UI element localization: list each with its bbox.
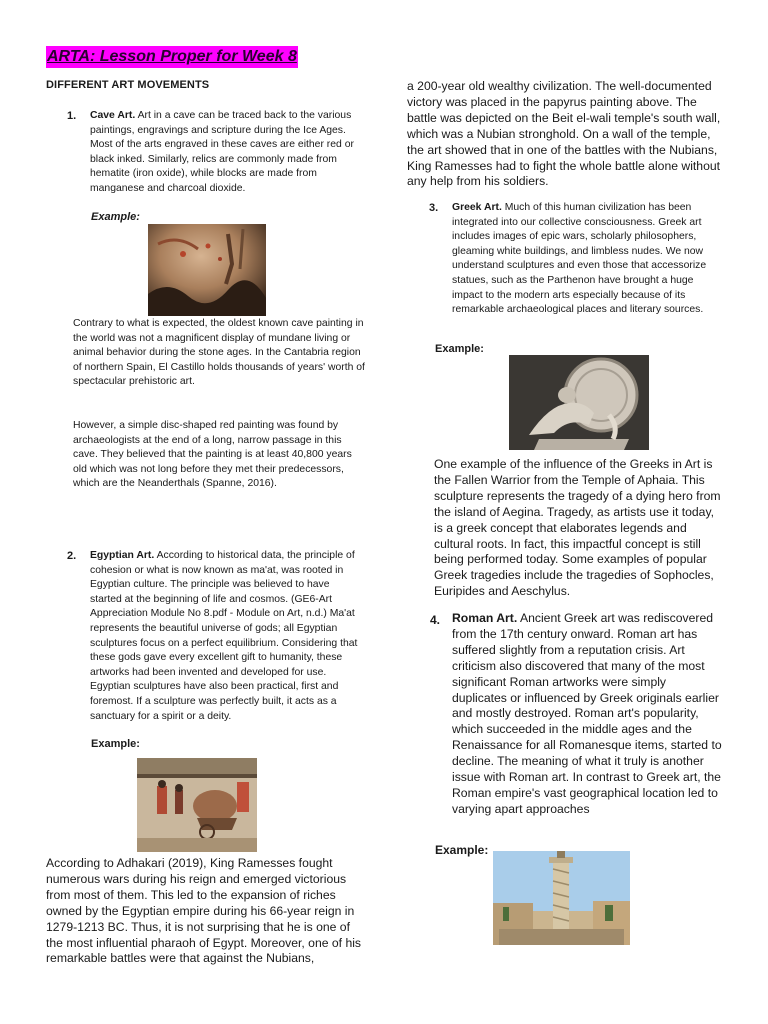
roman-example-label: Example: [435, 843, 489, 857]
cave-art-text: Art in a cave can be traced back to the various paintings, engravings and scripture during the Ice Ages. Most of the arts engraved in these caves are either red or black inked. Similarly, relics are commonly made from hematite (iron oxide), while blocks are made from manganese and charcoal dioxide. [90, 110, 354, 194]
roman-art-text: Ancient Greek art was rediscovered from the 17th century onward. Roman art has suffered slightly from a reputation crisis. Art criticism also discovered that many of the most significant Roman artworks were simply duplicates or influenced by Greek originals earlier and mostly destroyed. Roman art's popularity, which succeeded in the middle ages and the Renaissance for all Romanesque items, started to decline. The meaning of what it truly is another issue with Roman art. In contrast to Greek art, the Roman empire's vast geographical location led to varying apart approaches [452, 611, 722, 816]
egyptian-art-text: According to historical data, the principle of cohesion or what is now known as ma'at, was rooted in Egyptian culture. The principle was believed to have started at the beginning of life and cosmos. (GE6-Art Appreciation Module No 8.pdf - Module on Art, n.d.) Ma'at represents the beautiful universe of gods; all Egyptian sculptures focus on a perfect equilibrium. Considering that these gods gave every excellent gift to humanity, these artworks had been invented and developed for use. Egyptian sculptures have also been practical, first and foremost. If a sculpture was perfectly built, it acts as a sanctuary for a spirit or a deity. [90, 550, 358, 722]
item-number-egypt: 2. [67, 550, 77, 562]
greek-art-description [452, 201, 724, 318]
page-title: ARTA: Lesson Proper for Week 8 [46, 46, 298, 68]
cave-paragraph-1: Contrary to what is expected, the oldest known cave painting in the world was not a magnificent display of mundane living or animal behavior during the stone ages. In the Cantabria region of northern Spain, El Castillo holds thousands of years' worth of spectacular prehistoric art. [73, 318, 365, 388]
egyptian-art-description [90, 549, 362, 724]
item-number-greek: 3. [429, 202, 439, 214]
cave-art-title: Cave Art. [90, 110, 136, 121]
roman-art-title: Roman Art. [452, 611, 518, 625]
item-number-roman: 4. [430, 613, 441, 627]
egyptian-battle-image [137, 758, 257, 852]
cave-art-description [90, 109, 362, 197]
cave-example-label: Example: [91, 211, 140, 223]
egypt-paragraph-2: a 200-year old wealthy civilization. The well-documented victory was placed in the papyrus painting above. The battle was depicted on the Beit el-wali temple's south wall, which was a Nubian stronghold. On a wall of the temple, the art showed that in one of the battles with the Nubians, King Ramesses had to fight the whole battle alone without any help from his soldiers. [407, 79, 721, 189]
greek-paragraph-1: One example of the influence of the Greeks in Art is the Fallen Warrior from the Temple of Aphaia. This sculpture represents the tragedy of a dying hero from the island of Aegina. Tragedy, as artists use it today, is a greek concept that elaborates legends and cultural roots. In fact, this impactful concept is still being performed today. Some examples of popular Greek tragedies include the tragedies of Sophocles, Euripides and Aeschylus. [434, 457, 721, 599]
greek-art-title: Greek Art. [452, 202, 502, 213]
egypt-example-label: Example: [91, 738, 140, 750]
item-number-cave: 1. [67, 110, 77, 122]
roman-art-description [452, 611, 724, 818]
egyptian-art-title: Egyptian Art. [90, 550, 155, 561]
trajan-column-image [493, 851, 630, 945]
greek-example-label: Example: [435, 343, 484, 355]
fallen-warrior-image [509, 355, 649, 450]
cave-painting-image [148, 224, 266, 316]
cave-paragraph-2: However, a simple disc-shaped red painting was found by archaeologists at the end of a long, narrow passage in this cave. They believed that the painting is at least 40,800 years old which was not long before they met their predecessors, which are the Neanderthals (Spanne, 2016). [73, 420, 352, 490]
section-heading: DIFFERENT ART MOVEMENTS [46, 79, 210, 91]
egypt-paragraph-1: According to Adhakari (2019), King Ramesses fought numerous wars during his reign and emerged victorious from most of them. This led to the expansion of riches owned by the Egyptian empire during his 66-year reign in 1279-1213 BC. Thus, it is not surprising that he is one of the most influential pharaoh of Egypt. Moreover, one of his remarkable battles were that against the Nubians, [46, 856, 362, 966]
greek-art-text: Much of this human civilization has been integrated into our collective consciousness. Greek art includes images of epic wars, scholarly philosophers, gleaming white buildings, and limbless nudes. We now understand sculptures and even those that accessorize statues, such as the Parthenon have brought a huge impact to the modern arts especially because of its remarkable archaeological places and literary sources. [452, 202, 707, 316]
